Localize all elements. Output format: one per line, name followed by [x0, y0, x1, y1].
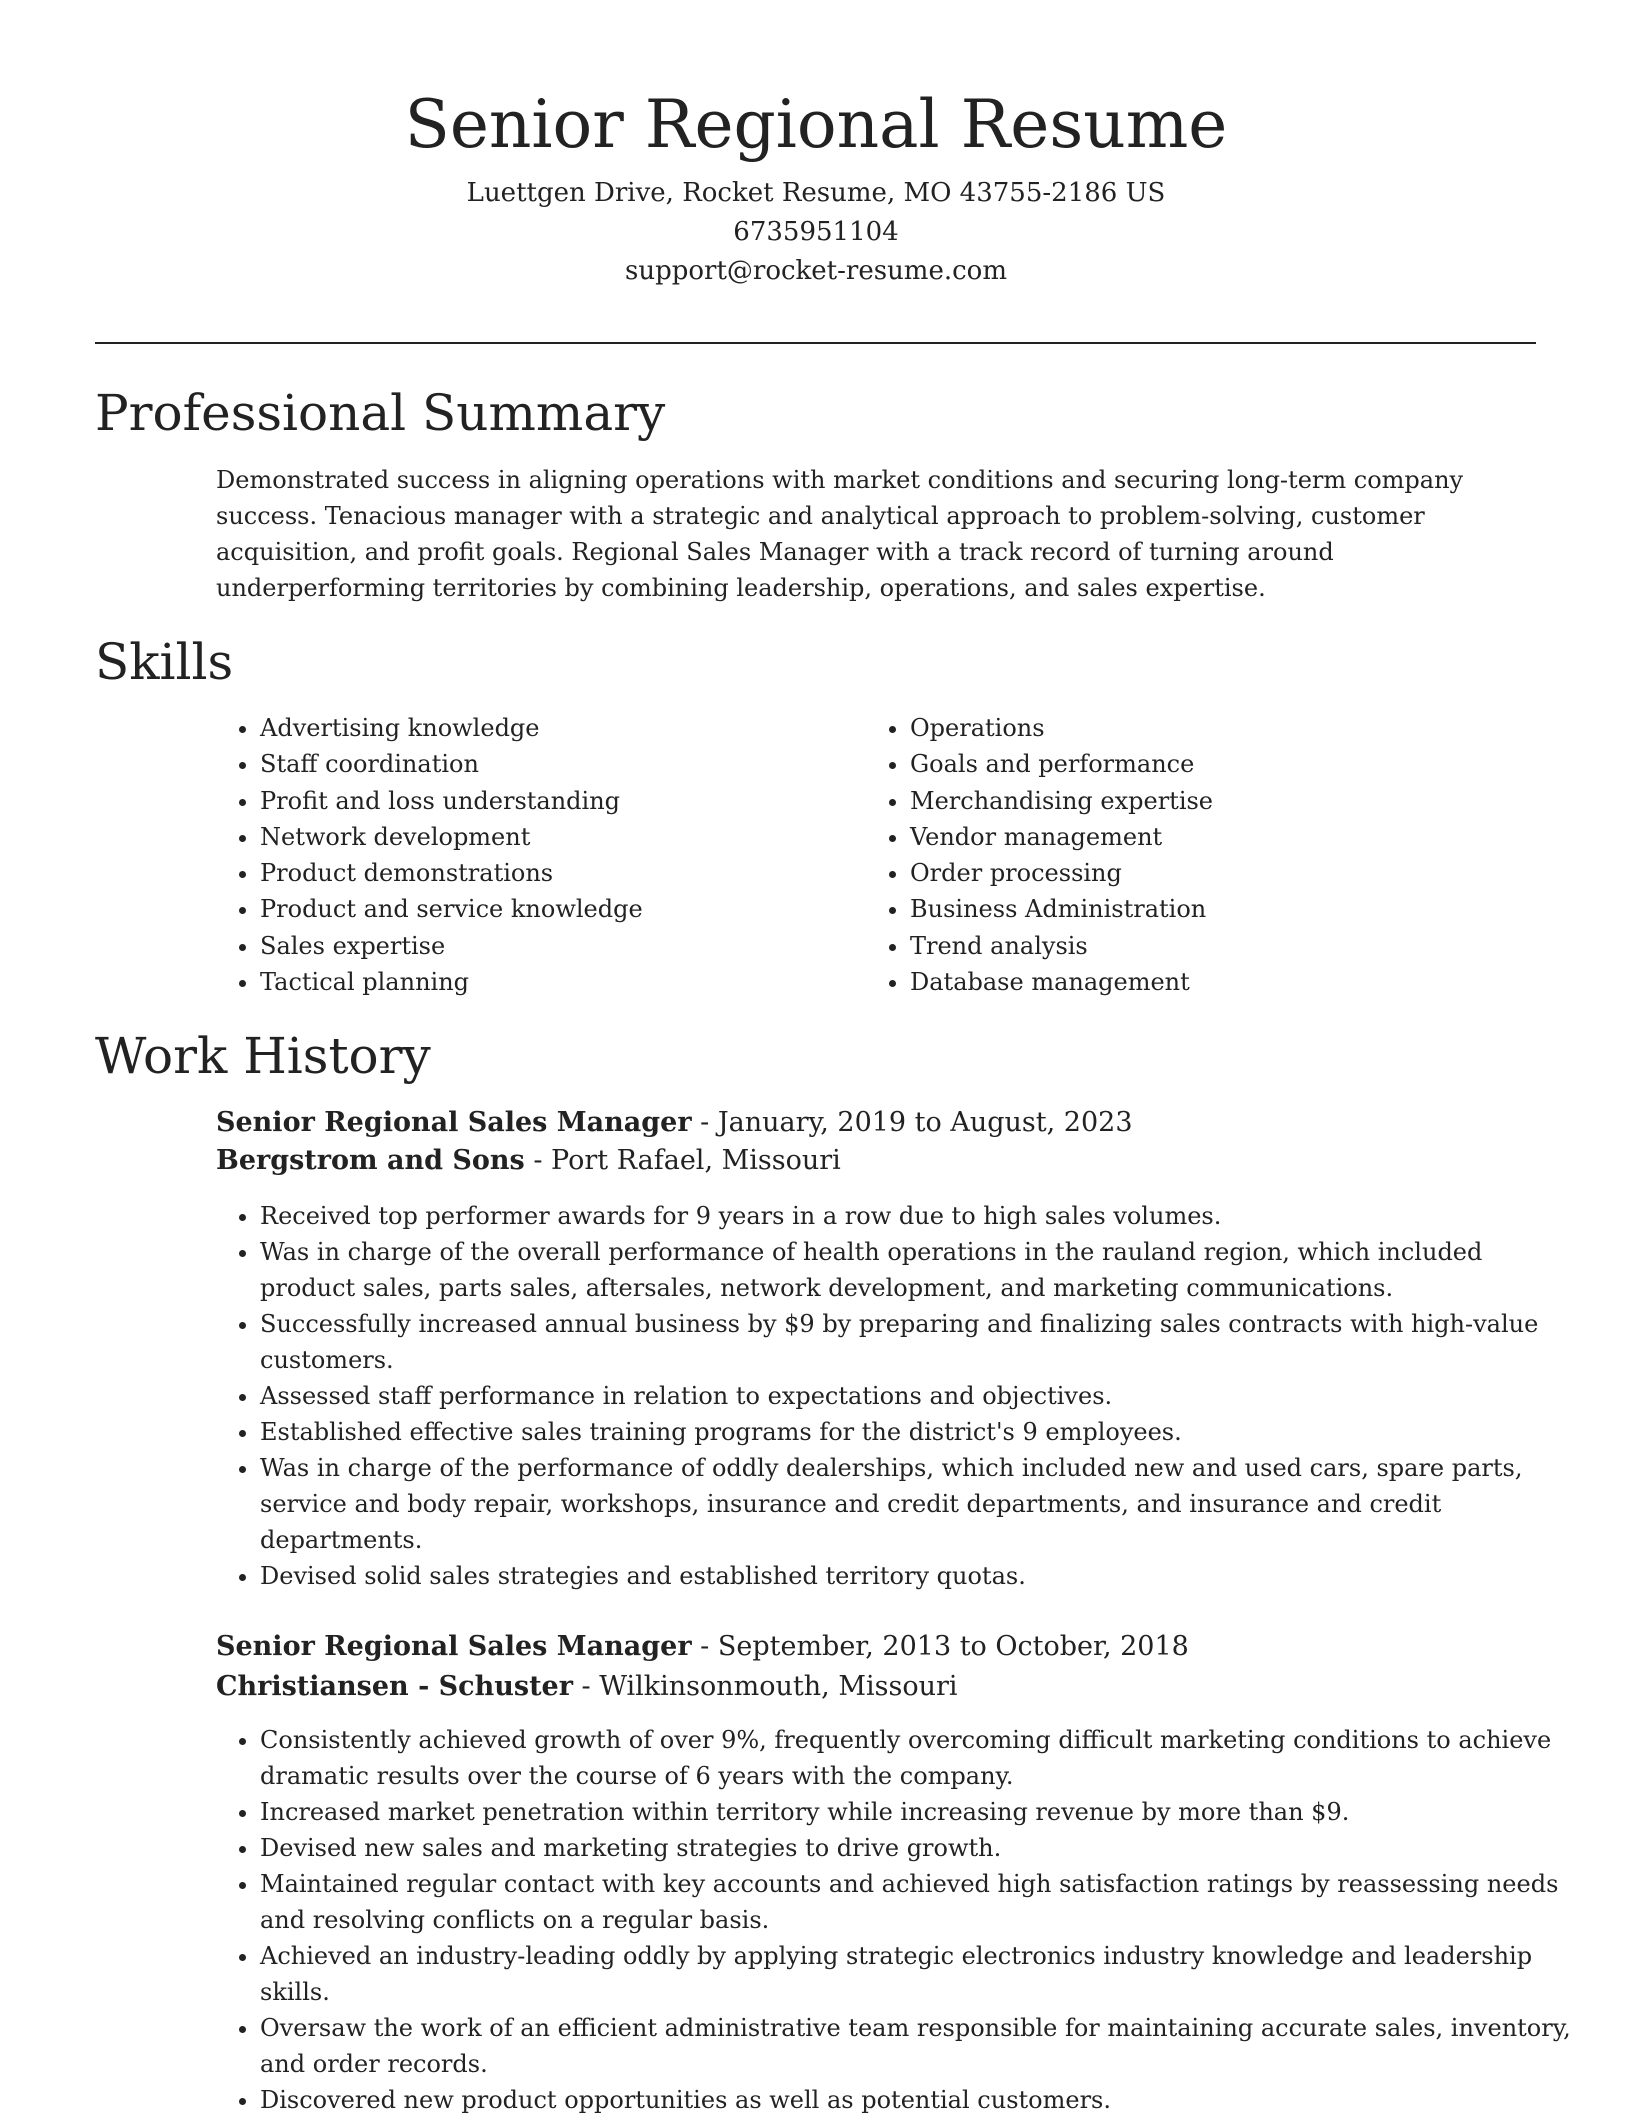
job-location: - Wilkinsonmouth, Missouri [572, 1671, 958, 1702]
contact-phone: 6735951104 [733, 217, 899, 247]
skill-item: • Merchandising expertise [910, 783, 1213, 819]
skill-item: • Business Administration [910, 891, 1213, 927]
resume-name: Senior Regional Resume [404, 86, 1228, 163]
job-company-line [216, 1668, 958, 1706]
job-bullet: • Consistently achieved growth of over 9%, frequently overcoming difficult marketing conditions to achieve dramatic results over the course of 6 years with the company. [260, 1722, 1584, 1794]
job-bullet: • Discovered new product opportunities as well as potential customers. [260, 2082, 1584, 2118]
job-title-line [216, 1104, 1133, 1142]
job-dates: - September, 2013 to October, 2018 [691, 1631, 1189, 1662]
job-bullet: • Received top performer awards for 9 years in a row due to high sales volumes. [260, 1198, 1584, 1234]
skill-item: • Vendor management [910, 819, 1213, 855]
summary-text: Demonstrated success in aligning operations with market conditions and securing long-term company success. Tenacious manager with a strategic and analytical approach to problem-solving, customer acquisition, and profit goals. Regional Sales Manager with a track record of turning around underperforming territories by combining leadership, operations, and sales expertise. [216, 466, 1464, 602]
skill-item: • Advertising knowledge [260, 710, 643, 746]
job-title: Senior Regional Sales Manager [216, 1631, 692, 1662]
job-bullet: • Was in charge of the performance of oddly dealerships, which included new and used cars, spare parts, service and body repair, workshops, insurance and credit departments, and insurance and credit departments. [260, 1450, 1584, 1558]
job-bullet: • Assessed staff performance in relation to expectations and objectives. [260, 1378, 1584, 1414]
skill-item: • Goals and performance [910, 746, 1213, 782]
job-title-line [216, 1628, 1189, 1666]
job-dates: - January, 2019 to August, 2023 [691, 1107, 1133, 1138]
header-divider [95, 342, 1536, 344]
skill-item: • Operations [910, 710, 1213, 746]
contact-address: Luettgen Drive, Rocket Resume, MO 43755-2186 US [466, 178, 1166, 208]
skills-heading: Skills [95, 633, 234, 691]
job-company: Bergstrom and Sons [216, 1145, 525, 1176]
skills-list-left [216, 710, 643, 1000]
job-bullets [216, 1722, 1584, 2118]
job-bullet: • Oversaw the work of an efficient administrative team responsible for maintaining accurate sales, inventory, and order records. [260, 2010, 1584, 2082]
job-bullets [216, 1198, 1584, 1594]
skill-item: • Staff coordination [260, 746, 643, 782]
skill-item: • Order processing [910, 855, 1213, 891]
skill-item: • Product and service knowledge [260, 891, 643, 927]
skill-item: • Tactical planning [260, 964, 643, 1000]
job-bullet: • Was in charge of the overall performance of health operations in the rauland region, which included product sales, parts sales, aftersales, network development, and marketing communications. [260, 1234, 1584, 1306]
skill-item: • Database management [910, 964, 1213, 1000]
skill-item: • Profit and loss understanding [260, 783, 643, 819]
contact-email: support@rocket-resume.com [624, 256, 1007, 286]
job-bullet: • Devised solid sales strategies and established territory quotas. [260, 1558, 1584, 1594]
job-bullet: • Devised new sales and marketing strategies to drive growth. [260, 1830, 1584, 1866]
skill-item: • Network development [260, 819, 643, 855]
job-bullet: • Maintained regular contact with key accounts and achieved high satisfaction ratings by reassessing needs and resolving conflicts on a regular basis. [260, 1866, 1584, 1938]
skill-item: • Product demonstrations [260, 855, 643, 891]
skill-item: • Sales expertise [260, 928, 643, 964]
job-location: - Port Rafael, Missouri [524, 1145, 841, 1176]
resume-header [0, 80, 1632, 291]
skills-list-right [866, 710, 1213, 1000]
skill-item: • Trend analysis [910, 928, 1213, 964]
summary-heading: Professional Summary [95, 384, 666, 442]
work-history-heading: Work History [95, 1027, 431, 1085]
job-bullet: • Achieved an industry-leading oddly by applying strategic electronics industry knowledge and leadership skills. [260, 1938, 1584, 2010]
job-title: Senior Regional Sales Manager [216, 1107, 692, 1138]
job-company-line [216, 1142, 841, 1180]
job-company: Christiansen - Schuster [216, 1671, 573, 1702]
job-bullet: • Increased market penetration within territory while increasing revenue by more than $9. [260, 1794, 1584, 1830]
job-bullet: • Established effective sales training programs for the district's 9 employees. [260, 1414, 1584, 1450]
job-bullet: • Successfully increased annual business by $9 by preparing and finalizing sales contracts with high-value customers. [260, 1306, 1584, 1378]
